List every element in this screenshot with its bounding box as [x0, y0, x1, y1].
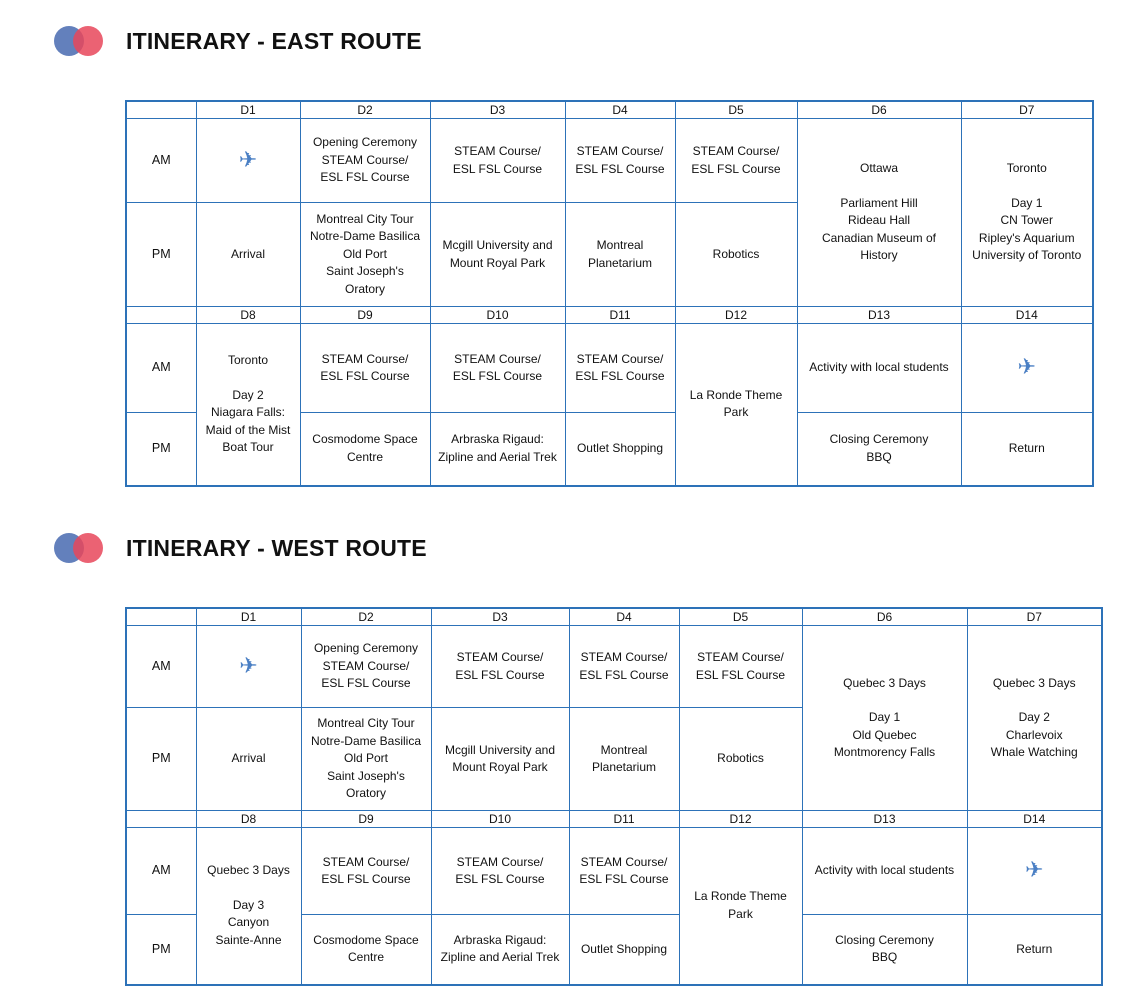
activity-line: ESL FSL Course	[320, 369, 410, 383]
destination-heading: Quebec 3 Days	[992, 675, 1076, 690]
d6-cell	[797, 119, 961, 307]
activity-line: Montreal City Tour	[316, 211, 414, 226]
activity-line: ESL FSL Course	[455, 667, 545, 682]
activity-line: Notre-Dame Basilica	[310, 733, 422, 748]
activity-line: Mount Royal Park	[449, 255, 546, 270]
week2-day-header-row	[126, 307, 1093, 324]
destination-heading: Toronto	[227, 353, 269, 367]
activity-line: STEAM Course/	[692, 144, 780, 158]
day-label: D8	[196, 307, 300, 324]
day-label: D9	[301, 811, 431, 828]
activity-line: Old Port	[343, 751, 388, 766]
activity-line: Niagara Falls:	[210, 405, 286, 419]
activity-line: ESL FSL Course	[691, 161, 781, 176]
day-label: D2	[300, 101, 430, 119]
d8-cell	[196, 324, 300, 486]
d7-cell	[961, 119, 1093, 307]
week2-am-row	[126, 324, 1093, 413]
d7-cell	[967, 626, 1102, 811]
d12-cell	[679, 828, 802, 985]
pm-label: PM	[126, 413, 196, 486]
activity-line: Park	[723, 405, 749, 420]
day-label: D11	[565, 307, 675, 324]
d3-pm-cell	[430, 203, 565, 307]
activity-line: Old Port	[342, 246, 387, 261]
activity-line: Saint Joseph's	[327, 768, 405, 783]
activity-line: Rideau Hall	[847, 213, 911, 228]
d1-pm-cell: Arrival	[196, 708, 301, 811]
corner-cell	[126, 811, 196, 828]
day-label: D5	[675, 101, 797, 119]
am-label: AM	[126, 626, 196, 708]
week2-day-header-row	[126, 811, 1102, 828]
day-label: D4	[569, 608, 679, 626]
d3-pm-cell	[431, 708, 569, 811]
day-label: D10	[431, 811, 569, 828]
day-label: D7	[967, 608, 1102, 626]
activity-line: STEAM Course/	[580, 854, 668, 869]
d9-pm-cell	[300, 413, 430, 486]
airplane-icon: ✈	[238, 146, 258, 172]
activity-line: ESL FSL Course	[321, 676, 411, 691]
activity-line: Closing Ceremony	[829, 432, 929, 447]
activity-line: Closing Ceremony	[835, 932, 934, 947]
activity-line: STEAM Course/	[321, 351, 409, 366]
activity-line: Charlevoix	[1005, 727, 1063, 742]
day-label: D10	[430, 307, 565, 324]
day-label: D4	[565, 101, 675, 119]
d5-pm-cell: Robotics	[675, 203, 797, 307]
activity-line: Opening Ceremony	[313, 641, 419, 656]
section-bullet-icon	[54, 533, 104, 563]
activity-line: Centre	[347, 950, 385, 965]
activity-line: STEAM Course/	[321, 152, 409, 167]
activity-line: CN Tower	[1000, 213, 1053, 228]
d10-pm-cell	[430, 413, 565, 486]
activity-line: STEAM Course/	[576, 144, 664, 158]
week2-am-row	[126, 828, 1102, 915]
d4-am-cell	[565, 119, 675, 203]
activity-line: Montmorency Falls	[833, 745, 936, 759]
d4-am-cell	[569, 626, 679, 708]
activity-line: History	[860, 248, 898, 263]
section-title: ITINERARY - EAST ROUTE	[126, 27, 422, 54]
day-label: D1	[196, 101, 300, 119]
am-label: AM	[126, 828, 196, 915]
activity-line: Day 3	[232, 897, 265, 912]
am-label: AM	[126, 119, 196, 203]
activity-line: Notre-Dame Basilica	[309, 229, 421, 244]
d13-am-cell: Activity with local students	[797, 324, 961, 413]
day-label: D8	[196, 811, 301, 828]
activity-line: ESL FSL Course	[320, 170, 410, 185]
d5-am-cell	[679, 626, 802, 708]
activity-line: Mount Royal Park	[452, 760, 548, 774]
activity-line: Montreal	[596, 238, 644, 252]
destination-heading: Quebec 3 Days	[843, 675, 926, 690]
section-bullet-icon	[54, 26, 104, 56]
activity-line: ESL FSL Course	[575, 161, 665, 176]
d13-pm-cell	[802, 915, 967, 985]
activity-line: STEAM Course/	[697, 650, 784, 664]
d10-am-cell	[431, 828, 569, 915]
d1-am-cell	[196, 626, 301, 708]
destination-heading: Ottawa	[859, 161, 898, 176]
activity-line: Whale Watching	[990, 745, 1078, 759]
red-circle	[73, 26, 103, 56]
d11-am-cell	[565, 324, 675, 413]
west-itinerary-table	[125, 607, 1103, 986]
day-label: D1	[196, 608, 301, 626]
activity-line: STEAM Course/	[576, 351, 664, 366]
day-label: D13	[797, 307, 961, 324]
activity-line: Cosmodome Space	[313, 932, 419, 947]
activity-line: ESL FSL Course	[575, 369, 665, 383]
d2-am-cell	[301, 626, 431, 708]
activity-line: Montreal	[600, 742, 648, 757]
red-circle	[73, 533, 103, 563]
activity-line: Cosmodome Space	[312, 432, 418, 447]
east-route-header	[54, 24, 422, 58]
activity-line: BBQ	[871, 950, 898, 965]
d3-am-cell	[431, 626, 569, 708]
pm-label: PM	[126, 708, 196, 811]
d3-am-cell	[430, 119, 565, 203]
week1-day-header-row	[126, 101, 1093, 119]
airplane-icon: ✈	[1017, 354, 1036, 380]
activity-line: STEAM Course/	[454, 351, 541, 366]
d10-am-cell	[430, 324, 565, 413]
pm-label: PM	[126, 915, 196, 985]
activity-line: Old Quebec	[852, 727, 917, 742]
activity-line: Day 1	[868, 710, 901, 724]
d4-pm-cell	[565, 203, 675, 307]
activity-line: Oratory	[344, 281, 385, 296]
destination-heading: Toronto	[1006, 161, 1047, 176]
section-title: ITINERARY - WEST ROUTE	[126, 534, 427, 561]
d2-am-cell	[300, 119, 430, 203]
activity-line: STEAM Course/	[456, 854, 544, 869]
activity-line: STEAM Course/	[454, 144, 541, 158]
d9-pm-cell	[301, 915, 431, 985]
d5-am-cell	[675, 119, 797, 203]
am-label: AM	[126, 324, 196, 413]
activity-line: Planetarium	[591, 760, 657, 774]
activity-line: Planetarium	[587, 255, 653, 270]
week1-day-header-row	[126, 608, 1102, 626]
day-label: D3	[431, 608, 569, 626]
d6-cell	[802, 626, 967, 811]
activity-line: Centre	[346, 449, 384, 464]
d5-pm-cell: Robotics	[679, 708, 802, 811]
activity-line: STEAM Course/	[322, 854, 410, 869]
activity-line: Arbraska Rigaud:	[451, 432, 544, 447]
day-label: D9	[300, 307, 430, 324]
activity-line: Opening Ceremony	[312, 135, 418, 150]
activity-line: Ripley's Aquarium	[978, 230, 1075, 245]
corner-cell	[126, 307, 196, 324]
activity-line: STEAM Course/	[322, 658, 410, 673]
pm-label: PM	[126, 203, 196, 307]
day-label: D14	[961, 307, 1093, 324]
activity-line: Canadian Museum of	[821, 230, 937, 245]
activity-line: ESL FSL Course	[579, 667, 669, 682]
d14-am-cell	[967, 828, 1102, 915]
activity-line: Canyon	[227, 915, 270, 930]
activity-line: Day 2	[1018, 710, 1050, 724]
activity-line: ESL FSL Course	[452, 161, 543, 176]
activity-line: ESL FSL Course	[579, 872, 669, 886]
d13-pm-cell	[797, 413, 961, 486]
activity-line: Maid of the Mist	[205, 422, 291, 437]
day-label: D13	[802, 811, 967, 828]
d14-pm-cell: Return	[967, 915, 1102, 985]
d14-am-cell	[961, 324, 1093, 413]
activity-line: Zipline and Aerial Trek	[438, 449, 557, 464]
west-route-header	[54, 531, 427, 565]
d1-pm-cell: Arrival	[196, 203, 300, 307]
d9-am-cell	[301, 828, 431, 915]
d11-am-cell	[569, 828, 679, 915]
day-label: D7	[961, 101, 1093, 119]
week1-am-row	[126, 119, 1093, 203]
week1-am-row	[126, 626, 1102, 708]
d2-pm-cell	[301, 708, 431, 811]
activity-line: Park	[728, 906, 753, 921]
activity-line: University of Toronto	[972, 248, 1082, 263]
day-label: D2	[301, 608, 431, 626]
d11-pm-cell: Outlet Shopping	[565, 413, 675, 486]
day-label: D6	[802, 608, 967, 626]
destination-heading: Quebec 3 Days	[207, 863, 290, 878]
activity-line: Saint Joseph's	[326, 264, 404, 279]
activity-line: Montreal City Tour	[317, 716, 415, 731]
activity-line: BBQ	[866, 449, 892, 464]
airplane-icon: ✈	[1025, 857, 1044, 883]
day-label: D11	[569, 811, 679, 828]
airplane-icon: ✈	[239, 652, 258, 678]
d10-pm-cell	[431, 915, 569, 985]
d4-pm-cell	[569, 708, 679, 811]
corner-cell	[126, 608, 196, 626]
activity-line: ESL FSL Course	[455, 872, 545, 886]
day-label: D3	[430, 101, 565, 119]
day-label: D12	[679, 811, 802, 828]
d2-pm-cell	[300, 203, 430, 307]
d8-cell	[196, 828, 301, 985]
corner-cell	[126, 101, 196, 119]
activity-line: Oratory	[345, 786, 386, 801]
d11-pm-cell: Outlet Shopping	[569, 915, 679, 985]
activity-line: Parliament Hill	[840, 195, 918, 210]
d13-am-cell: Activity with local students	[802, 828, 967, 915]
activity-line: La Ronde Theme	[689, 387, 783, 402]
day-label: D6	[797, 101, 961, 119]
east-itinerary-table	[125, 100, 1094, 487]
d14-pm-cell: Return	[961, 413, 1093, 486]
d9-am-cell	[300, 324, 430, 413]
day-label: D5	[679, 608, 802, 626]
d1-am-cell	[196, 119, 300, 203]
activity-line: Mcgill University and	[442, 238, 553, 252]
activity-line: Arbraska Rigaud:	[453, 932, 547, 947]
activity-line: STEAM Course/	[456, 650, 544, 664]
activity-line: La Ronde Theme	[694, 889, 787, 904]
d12-cell	[675, 324, 797, 486]
activity-line: ESL FSL Course	[452, 369, 543, 383]
activity-line: Mcgill University and	[444, 742, 556, 757]
activity-line: Boat Tour	[222, 440, 274, 454]
activity-line: Sainte-Anne	[215, 932, 282, 947]
day-label: D14	[967, 811, 1102, 828]
activity-line: STEAM Course/	[580, 650, 668, 664]
activity-line: ESL FSL Course	[695, 667, 786, 682]
activity-line: Day 2	[232, 387, 264, 402]
day-label: D12	[675, 307, 797, 324]
activity-line: ESL FSL Course	[321, 872, 411, 886]
activity-line: Day 1	[1011, 195, 1043, 210]
activity-line: Zipline and Aerial Trek	[440, 950, 560, 965]
